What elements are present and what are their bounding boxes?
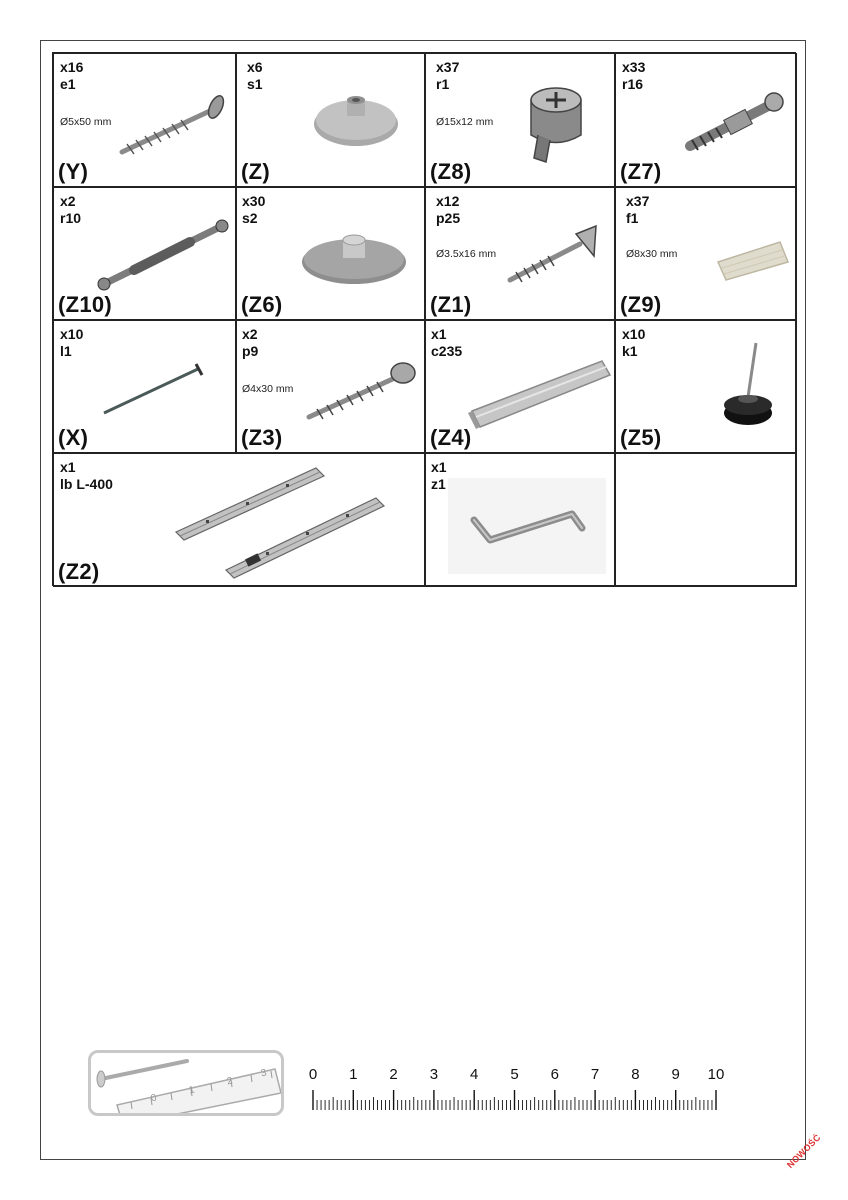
wooden-dowel-icon <box>710 232 794 282</box>
inset-ruler-number: 0 <box>149 1092 158 1105</box>
hex-key-icon <box>464 502 594 562</box>
part-quantity: x1 <box>60 459 76 475</box>
part-dimension: Ø15x12 mm <box>436 116 494 128</box>
handle-bar-icon <box>466 355 615 435</box>
inset-ruler-number: 1 <box>187 1084 196 1097</box>
part-quantity: x10 <box>622 326 646 342</box>
ruler-scale <box>305 1062 735 1116</box>
part-label: (Z) <box>241 159 270 184</box>
part-code: s2 <box>242 210 258 226</box>
double-connector-icon <box>94 214 234 294</box>
part-code: z1 <box>431 476 446 492</box>
part-dimension: Ø8x30 mm <box>626 248 678 260</box>
part-label: (X) <box>58 425 89 450</box>
part-code: r1 <box>436 76 450 92</box>
confirmat-screw-icon <box>112 92 232 162</box>
inset-ruler-number: 2 <box>225 1075 234 1088</box>
part-cell-k1 <box>615 320 797 453</box>
part-cell-c235 <box>425 320 615 453</box>
part-code: l1 <box>60 343 72 359</box>
empty-cell <box>615 453 797 587</box>
part-cell-f1 <box>615 187 797 320</box>
part-quantity: x30 <box>242 193 266 209</box>
ruler-number: 9 <box>671 1066 680 1083</box>
ruler-number: 8 <box>631 1066 640 1083</box>
part-cell-r1 <box>425 53 615 187</box>
part-label: (Z6) <box>241 292 283 317</box>
part-quantity: x2 <box>60 193 76 209</box>
part-code: e1 <box>60 76 76 92</box>
pan-head-screw-icon <box>303 355 423 425</box>
new-product-stamp: NOWOŚĆ <box>784 1132 823 1170</box>
part-quantity: x16 <box>60 59 84 75</box>
parts-grid <box>52 52 796 586</box>
ruler-number: 6 <box>550 1066 559 1083</box>
large-cover-cap-icon <box>299 228 409 288</box>
ruler-number: 2 <box>389 1066 398 1083</box>
part-quantity: x1 <box>431 326 447 342</box>
furniture-glide-icon <box>716 339 786 429</box>
part-quantity: x12 <box>436 193 460 209</box>
wood-screw-icon <box>502 220 602 290</box>
part-cell-s2 <box>236 187 425 320</box>
part-cell-l1 <box>53 320 236 453</box>
part-quantity: x6 <box>247 59 263 75</box>
part-code: k1 <box>622 343 638 359</box>
part-code: f1 <box>626 210 639 226</box>
part-quantity: x33 <box>622 59 646 75</box>
screw-measure-illustration <box>88 1050 284 1116</box>
ruler-number: 7 <box>590 1066 600 1083</box>
cam-lock-icon <box>516 80 596 170</box>
part-code: lb L-400 <box>60 476 113 492</box>
part-cell-z1 <box>425 453 615 587</box>
part-dimension: Ø5x50 mm <box>60 116 112 128</box>
part-quantity: x10 <box>60 326 84 342</box>
part-code: s1 <box>247 76 263 92</box>
ruler-number: 0 <box>308 1066 318 1083</box>
part-cell-s1 <box>236 53 425 187</box>
part-label: (Z10) <box>58 292 113 317</box>
part-code: r10 <box>60 210 82 226</box>
connector-bolt-icon <box>678 88 788 158</box>
part-quantity: x1 <box>431 459 447 475</box>
part-quantity: x2 <box>242 326 258 342</box>
cover-cap-icon <box>311 90 401 150</box>
ruler-number: 10 <box>707 1066 725 1083</box>
part-dimension: Ø3.5x16 mm <box>436 248 497 260</box>
part-dimension: Ø4x30 mm <box>242 383 294 395</box>
part-label: (Z8) <box>430 159 472 184</box>
part-code: c235 <box>431 343 463 359</box>
part-cell-e1 <box>53 53 236 187</box>
part-label: (Z2) <box>58 559 100 584</box>
ruler-number: 1 <box>349 1066 358 1083</box>
part-label: (Z4) <box>430 425 472 450</box>
part-label: (Z3) <box>241 425 283 450</box>
centimeter-ruler <box>305 1062 735 1116</box>
ruler-number: 4 <box>470 1066 479 1083</box>
ruler-number: 3 <box>429 1066 439 1083</box>
ruler-number: 5 <box>510 1066 519 1083</box>
part-cell-p25 <box>425 187 615 320</box>
part-cell-r10 <box>53 187 236 320</box>
part-label: (Z7) <box>620 159 662 184</box>
part-cell-lb-l-400 <box>53 453 425 587</box>
part-label: (Z1) <box>430 292 472 317</box>
part-quantity: x37 <box>626 193 650 209</box>
part-code: r16 <box>622 76 644 92</box>
part-label: (Y) <box>58 159 89 184</box>
part-cell-p9 <box>236 320 425 453</box>
part-quantity: x37 <box>436 59 460 75</box>
part-code: p25 <box>436 210 461 226</box>
ruler-screw-icon <box>91 1053 281 1113</box>
nail-icon <box>98 359 208 419</box>
inset-ruler-number: 3 <box>259 1067 268 1080</box>
part-cell-r16 <box>615 53 797 187</box>
part-label: (Z5) <box>620 425 662 450</box>
part-label: (Z9) <box>620 292 662 317</box>
part-code: p9 <box>242 343 259 359</box>
drawer-slide-icon <box>166 460 386 580</box>
